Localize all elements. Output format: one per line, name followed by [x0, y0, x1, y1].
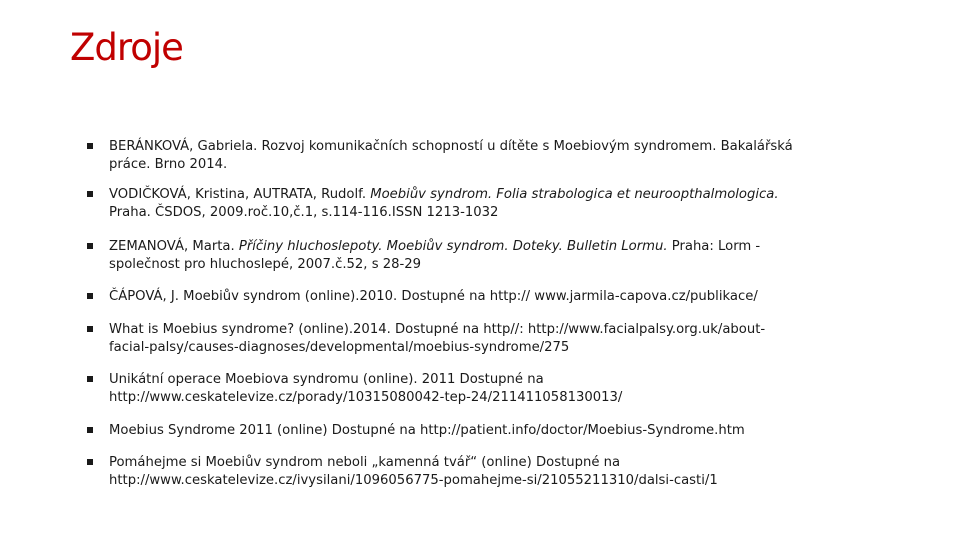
- reference-segment: ZEMANOVÁ, Marta.: [109, 239, 239, 254]
- reference-segment: BERÁNKOVÁ, Gabriela. Rozvoj komunikačních schopností u dítěte s Moebiovým syndromem. Bakalářská: [109, 139, 793, 154]
- reference-text: [109, 138, 889, 174]
- square-bullet-icon: [87, 191, 93, 197]
- reference-text: [109, 321, 889, 357]
- reference-segment: Praha. ČSDOS, 2009.roč.10,č.1, s.114-116.ISSN 1213-1032: [109, 205, 499, 220]
- reference-text: [109, 288, 889, 306]
- reference-segment: VODIČKOVÁ, Kristina, AUTRATA, Rudolf.: [109, 187, 371, 202]
- square-bullet-icon: [87, 143, 93, 149]
- reference-line: [109, 238, 889, 256]
- reference-text: [109, 238, 889, 274]
- reference-line: [109, 288, 889, 306]
- reference-segment: What is Moebius syndrome? (online).2014. Dostupné na http//: http://www.facialpalsy.org.uk/about-: [109, 322, 766, 337]
- reference-line: [109, 256, 889, 274]
- reference-line: [109, 389, 889, 407]
- reference-line: [109, 138, 889, 156]
- reference-line: [109, 472, 889, 490]
- reference-segment: Praha: Lorm -: [667, 239, 761, 254]
- reference-segment: práce. Brno 2014.: [109, 157, 228, 172]
- reference-text: [109, 454, 889, 490]
- reference-segment: facial-palsy/causes-diagnoses/developmental/moebius-syndrome/275: [109, 340, 570, 355]
- reference-line: [109, 156, 889, 174]
- reference-line: [109, 186, 889, 204]
- reference-text: [109, 371, 889, 407]
- page-title: Zdroje: [70, 26, 183, 69]
- square-bullet-icon: [87, 243, 93, 249]
- reference-line: [109, 204, 889, 222]
- reference-line: [109, 371, 889, 389]
- reference-segment: Moebius Syndrome 2011 (online) Dostupné na http://patient.info/doctor/Moebius-Syndrome.htm: [109, 423, 745, 438]
- square-bullet-icon: [87, 293, 93, 299]
- square-bullet-icon: [87, 427, 93, 433]
- square-bullet-icon: [87, 459, 93, 465]
- square-bullet-icon: [87, 326, 93, 332]
- reference-text: [109, 422, 889, 440]
- reference-segment: ČÁPOVÁ, J. Moebiův syndrom (online).2010. Dostupné na http:// www.jarmila-capova.cz/publikace/: [109, 289, 758, 304]
- reference-line: [109, 339, 889, 357]
- reference-segment: Unikátní operace Moebiova syndromu (online). 2011 Dostupné na: [109, 372, 544, 387]
- reference-line: [109, 422, 889, 440]
- reference-text: [109, 186, 889, 222]
- reference-segment: společnost pro hluchoslepé, 2007.č.52, s 28-29: [109, 257, 422, 272]
- reference-line: [109, 454, 889, 472]
- reference-segment: http://www.ceskatelevize.cz/ivysilani/1096056775-pomahejme-si/21055211310/dalsi-casti/1: [109, 473, 718, 488]
- reference-line: [109, 321, 889, 339]
- reference-segment: http://www.ceskatelevize.cz/porady/10315080042-tep-24/211411058130013/: [109, 390, 623, 405]
- reference-segment: Pomáhejme si Moebiův syndrom neboli „kamenná tvář“ (online) Dostupné na: [109, 455, 621, 470]
- square-bullet-icon: [87, 376, 93, 382]
- reference-italic-segment: Příčiny hluchoslepoty. Moebiův syndrom. Doteky. Bulletin Lormu.: [238, 239, 668, 254]
- reference-italic-segment: Moebiův syndrom. Folia strabologica et neuroopthalmologica.: [370, 187, 779, 202]
